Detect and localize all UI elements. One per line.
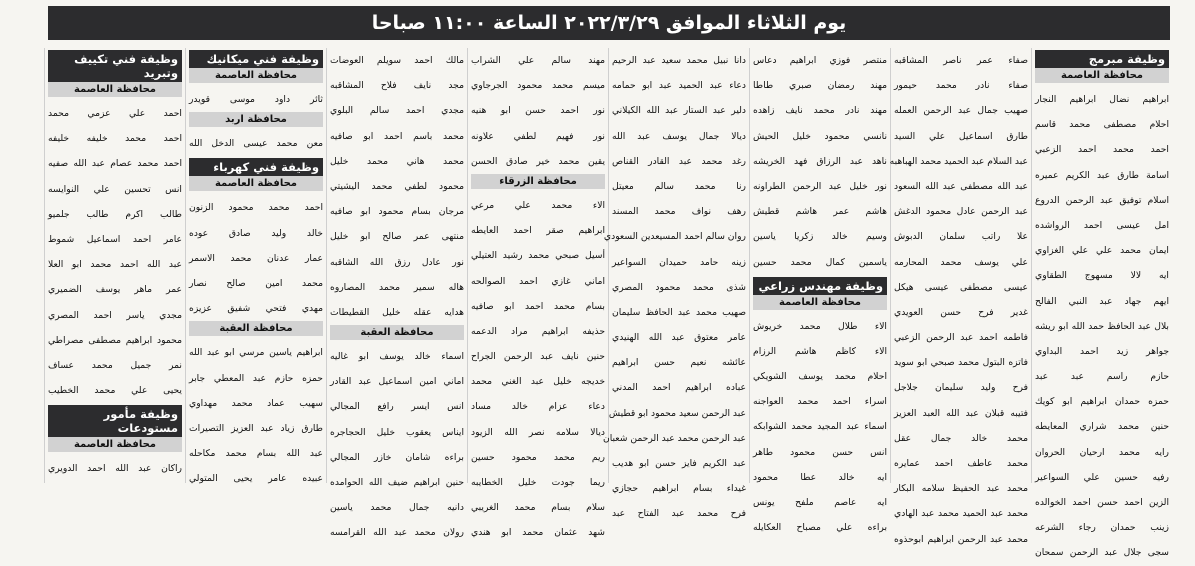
candidate-name: غدير فرح حسن العويدي <box>894 306 1028 318</box>
candidate-name: براءه شامان خازر المجالي <box>330 451 464 463</box>
candidate-name: شهد عثمان محمد ابو هندي <box>471 527 605 539</box>
governorate-label: محافظة العاصمة <box>189 176 323 191</box>
candidate-name: ناهد عبد الرزاق فهد الخريشه <box>753 155 887 167</box>
candidate-name: حنين محمد شراري المعايطه <box>1035 421 1169 433</box>
candidate-name: دانيه جمال محمد ياسين <box>330 502 464 514</box>
candidate-name: فاتزه البتول محمد صبحي ابو سويد <box>894 357 1028 369</box>
candidate-name: عباده ابراهيم احمد المدني <box>612 382 746 394</box>
candidate-name: محمد باسم احمد ابو صافيه <box>330 130 464 142</box>
candidate-name: محمد هاني محمد خليل <box>330 155 464 167</box>
governorate-label: محافظة العاصمة <box>189 68 323 83</box>
candidate-name: نور خليل عبد الرحمن الطراونه <box>753 180 887 192</box>
candidate-name: حازم راسم عبد عبد <box>1035 371 1169 383</box>
candidate-name: عبد السلام عبد الحميد محمد الهباهبه <box>889 155 1028 167</box>
candidate-name: عامر احمد اسماعيل شموط <box>48 233 182 245</box>
candidate-name: عيسى مصطفى عيسى هيكل <box>894 281 1028 293</box>
candidate-name: علي يوسف محمد المحارمه <box>894 256 1028 268</box>
candidate-name: سجى جلال عبد الرحمن سمحان <box>1035 547 1169 559</box>
candidate-name: طارق زياد عبد العزيز التصيرات <box>189 422 323 434</box>
candidate-name: جواهر زيد احمد البداوي <box>1035 345 1169 357</box>
governorate-label: محافظة العقبة <box>189 321 323 336</box>
candidate-name: منتصر فوزي ابراهيم دعاس <box>753 55 887 66</box>
candidate-name: سلام بسام محمد الغريبي <box>471 502 605 514</box>
candidate-name: يقين محمد خير صادق الحسن <box>471 155 605 167</box>
candidate-name: عبد الرحمن محمد عبد الرحمن شعبان <box>602 432 746 444</box>
candidate-name: حمزه حمدان ابراهيم ابو كويك <box>1035 396 1169 408</box>
candidate-name: عبيده عامر يحيى المتولي <box>189 473 323 485</box>
candidate-name: محمد امين صالح نصار <box>189 277 323 289</box>
candidate-name: فتيبه قبلان عبد الله العبد العزيز <box>894 407 1028 419</box>
candidate-name: مهدي فتحي شفيق عزيزه <box>189 303 323 315</box>
candidate-name: عبد الرحمن سعيد محمود ابو قطيش <box>608 407 746 419</box>
governorate-label: محافظة العاصمة <box>753 295 887 310</box>
candidate-name: طالب اكرم طالب جلميو <box>48 208 182 220</box>
candidate-name: احمد محمد احمد الزعبي <box>1035 144 1169 156</box>
candidate-name: ديالا سلامه نصر الله الزيود <box>471 426 605 438</box>
candidate-name: هدايه عقله خليل القطيطات <box>330 306 464 318</box>
candidate-name: رنا محمد سالم معيتل <box>612 180 746 192</box>
candidate-name: دانا نبيل محمد سعيد عبد الرحيم <box>612 55 746 66</box>
candidate-name: ريم محمد محمود حسين <box>471 451 605 463</box>
governorate-label: محافظة اربد <box>189 112 323 127</box>
candidate-name: ايه لالا مسهوج الطقاوي <box>1035 270 1169 282</box>
candidate-name: اماني امين اسماعيل عبد القادر <box>330 376 464 388</box>
candidate-name: عامر معتوق عبد الله الهنيدي <box>612 332 746 344</box>
candidate-name: براءه علي مصباح العكايله <box>753 522 887 534</box>
candidate-name: محمود لطفي محمد اليشيتي <box>330 180 464 192</box>
candidate-name: ايه خالد عطا محمود <box>753 471 887 483</box>
governorate-label: محافظة العاصمة <box>48 82 182 97</box>
column-3 <box>749 48 890 534</box>
candidate-name: خالد وليد صادق عوده <box>189 227 323 239</box>
column-5 <box>467 48 608 539</box>
candidate-name: محمد عبد الحفيظ سلامه البكار <box>894 483 1028 495</box>
candidate-name: صهيب محمد عبد الحافظ سليمان <box>612 306 746 318</box>
candidate-name: يحيى علي محمد الخطيب <box>48 385 182 397</box>
candidate-name: امل عيسى احمد الرواشده <box>1035 219 1169 231</box>
candidate-name: محمد عاطف احمد عمايره <box>894 458 1028 469</box>
candidate-name: حنين ابراهيم ضيف الله الحوامده <box>330 477 464 488</box>
candidate-name: راكان عبد الله احمد الدويري <box>48 463 182 475</box>
job-title: وظيفة مأمور مستودعات <box>48 405 182 437</box>
candidate-name: اسامة طارق عبد الكريم عميره <box>1035 169 1169 181</box>
candidate-name: ابراهيم نضال ابراهيم النجار <box>1035 94 1169 105</box>
candidate-name: عبد الله مصطفى عبد الله السعود <box>894 180 1028 192</box>
candidate-name: علا راتب سلمان الدبوش <box>894 231 1028 243</box>
candidate-name: عائشه نعيم حسن ابراهيم <box>612 357 746 369</box>
candidate-name: احمد محمد خليفه خليفه <box>48 133 182 145</box>
candidate-name: طارق اسماعيل علي السيد <box>894 130 1028 142</box>
candidate-name: خديجه خليل عبد الغني محمد <box>471 376 605 388</box>
candidate-name: عمار عدنان محمد الاسمر <box>189 252 323 264</box>
candidate-name: عبد الكريم فايز حسن ابو هديب <box>612 458 746 469</box>
candidate-name: الاء طلال محمد خريوش <box>753 320 887 332</box>
candidate-name: مجد نايف فلاح المشاقبه <box>330 80 464 92</box>
candidate-name: رايه محمد ارحيان الحروان <box>1035 446 1169 458</box>
candidate-name: زينه حامد حميدان السواعير <box>612 256 746 268</box>
column-7 <box>185 48 326 483</box>
column-6 <box>326 48 467 539</box>
candidate-name: حنين نايف عبد الرحمن الجراح <box>471 351 605 363</box>
candidate-name: مجدي ياسر احمد المصري <box>48 309 182 321</box>
candidate-name: ياسمين كمال محمد حسين <box>753 256 887 268</box>
candidate-name: رفيه حسين علي السواعير <box>1035 471 1169 483</box>
governorate-label: محافظة الزرقاء <box>471 174 605 189</box>
candidate-name: روان سالم احمد المسيعدين السعودي <box>603 231 746 243</box>
candidate-name: نور احمد حسن ابو هنيه <box>471 105 605 117</box>
candidate-name: عمر ماهر يوسف الضميري <box>48 284 182 296</box>
candidate-name: عبد الله احمد محمد ابو العلا <box>48 259 182 271</box>
candidate-name: نور فهيم لطفي علاونه <box>471 130 605 142</box>
candidate-name: ابراهيم ياسين مرسي ابو عبد الله <box>189 347 323 359</box>
candidate-name: احمد محمد محمود الزنون <box>189 202 323 214</box>
job-title: وظيفة مبرمج <box>1035 50 1169 68</box>
candidate-name: ايهم جهاد عبد النبي الفالح <box>1035 295 1169 307</box>
candidate-name: دلير عبد الستار عبد الله الكيلاني <box>612 105 746 117</box>
candidate-name: مرجان بسام محمود ابو صافيه <box>330 206 464 218</box>
candidate-name: ديالا جمال يوسف عبد الله <box>612 130 746 142</box>
candidate-name: انس حسن محمود طاهر <box>753 446 887 458</box>
candidate-name: ريما جودت خليل الخطايبه <box>471 477 605 488</box>
candidate-name: الاء كاظم هاشم الرزام <box>753 345 887 357</box>
candidate-name: محمد عبد الرحمن ابراهيم ابوحذوه <box>894 533 1028 545</box>
candidate-name: محمد عبد الحميد محمد عبد الهادي <box>894 508 1028 520</box>
candidate-name: ثائر داود موسى قويدر <box>189 94 323 105</box>
candidate-name: فرح محمد عبد الفتاح عبد <box>612 508 746 520</box>
candidate-name: مجدي احمد سالم البلوي <box>330 105 464 117</box>
candidate-name: أسيل صبحي محمد رشيد العتيلي <box>471 250 605 262</box>
candidate-name: احلام محمد يوسف الشويكي <box>753 371 887 383</box>
page-title: يوم الثلاثاء الموافق ٢٠٢٢/٣/٢٩ الساعة ١١:٠٠ صباحا <box>48 6 1170 40</box>
column-1 <box>1031 48 1172 559</box>
candidate-name: بلال عبد الحافظ حمد الله ابو ريشه <box>1035 320 1169 332</box>
column-4 <box>602 48 749 520</box>
candidate-name: هاله سمير محمد المصاروه <box>330 281 464 293</box>
candidate-name: الزين احمد حسن احمد الخوالده <box>1035 497 1169 508</box>
candidate-name: غيداء بسام ابراهيم حجازي <box>612 483 746 495</box>
candidate-name: نمر جميل محمد عساف <box>48 359 182 371</box>
candidate-name: فرح وليد سليمان جلاجل <box>894 382 1028 394</box>
candidate-name: صهيب جمال عبد الرحمن العمله <box>894 105 1028 117</box>
candidate-name: مهند سالم علي الشراب <box>471 55 605 66</box>
candidate-name: هاشم عمر هاشم قطيش <box>753 206 887 218</box>
candidate-name: نور عادل رزق الله الشاقبه <box>330 256 464 268</box>
candidate-name: اسراء احمد محمد العواجنه <box>753 396 887 408</box>
candidate-name: وسيم خالد زكريا ياسين <box>753 231 887 243</box>
names-columns <box>44 48 1172 559</box>
candidate-name: فاطمه احمد عبد الرحمن الزعبي <box>894 332 1028 344</box>
candidate-name: محمود ابراهيم مصطفى مصراطي <box>48 334 182 346</box>
candidate-name: دعاء عزام خالد مساد <box>471 401 605 413</box>
job-title: وظيفة فني كهرباء <box>189 158 323 176</box>
candidate-name: مالك احمد سويلم العوضات <box>330 55 464 66</box>
candidate-name: اماني غازي احمد الصوالحه <box>471 275 605 287</box>
candidate-name: حذيفه ابراهيم مراد الدعمه <box>471 325 605 337</box>
candidate-name: دعاء عبد الحميد عبد ابو حمامه <box>612 80 746 92</box>
column-8 <box>44 48 185 483</box>
candidate-name: احمد محمد عصام عبد الله صفيه <box>48 158 182 170</box>
candidate-name: انس ايسر رافع المجالي <box>330 401 464 413</box>
job-title: وظيفة فني ميكانيك <box>189 50 323 68</box>
candidate-name: ايه عاصم ملفح يونس <box>753 497 887 508</box>
candidate-name: صفاء عمر ناصر المشاقبه <box>894 55 1028 66</box>
governorate-label: محافظة العاصمة <box>48 437 182 452</box>
candidate-name: احلام مصطفى محمد قاسم <box>1035 119 1169 131</box>
candidate-name: ابراهيم صقر احمد العايطه <box>471 225 605 237</box>
candidate-name: ايناس يعقوب خليل الحجاجره <box>330 426 464 438</box>
candidate-name: رهف نواف محمد المسند <box>612 206 746 218</box>
candidate-name: سهيب عماد محمد مهداوي <box>189 397 323 409</box>
job-title: وظيفة مهندس زراعي <box>753 277 887 295</box>
candidate-name: عبد الرحمن عادل محمود الدغش <box>894 206 1028 218</box>
candidate-name: انس تحسين علي النوايسه <box>48 183 182 195</box>
candidate-name: بسام محمد احمد ابو صافيه <box>471 300 605 312</box>
candidate-name: مهند رمضان صبري طاطا <box>753 80 887 92</box>
column-2 <box>889 48 1031 545</box>
candidate-name: شذى محمد محمود المصري <box>612 281 746 293</box>
candidate-name: زينب حمدان رجاء الشرعه <box>1035 522 1169 534</box>
candidate-name: محمد خالد جمال عقل <box>894 432 1028 444</box>
candidate-name: نانسي محمود خليل الحيش <box>753 130 887 142</box>
candidate-name: اسماء عبد المجيد محمد الشوابكه <box>753 421 887 433</box>
candidate-name: معن محمد عيسى الدخل الله <box>189 138 323 150</box>
governorate-label: محافظة العقبة <box>330 325 464 340</box>
candidate-name: حمزه حازم عبد المعطي جابر <box>189 372 323 384</box>
candidate-name: اسماء خالد يوسف ابو غاليه <box>330 351 464 363</box>
candidate-name: احمد علي عزمي محمد <box>48 108 182 119</box>
candidate-name: منتهى عمر صالح ابو خليل <box>330 231 464 243</box>
candidate-name: مهند نادر محمد نايف زاهده <box>753 105 887 117</box>
candidate-name: ايمان محمد علي علي الغزاوي <box>1035 245 1169 257</box>
candidate-name: الاء محمد علي مرعي <box>471 199 605 211</box>
candidate-name: رولان محمد عبد الله القرامسه <box>330 527 464 539</box>
candidate-name: عبد الله بسام محمد مكاحله <box>189 448 323 460</box>
governorate-label: محافظة العاصمة <box>1035 68 1169 83</box>
candidate-name: ميسم محمد محمود الجرجاوي <box>471 80 605 92</box>
candidate-name: صفاء نادر محمد حيمور <box>894 80 1028 92</box>
candidate-name: رغد محمد عبد القادر القناص <box>612 155 746 167</box>
job-title: وظيفة فني تكييف وتبريد <box>48 50 182 82</box>
candidate-name: اسلام توفيق عبد الرحمن الدروع <box>1035 194 1169 206</box>
